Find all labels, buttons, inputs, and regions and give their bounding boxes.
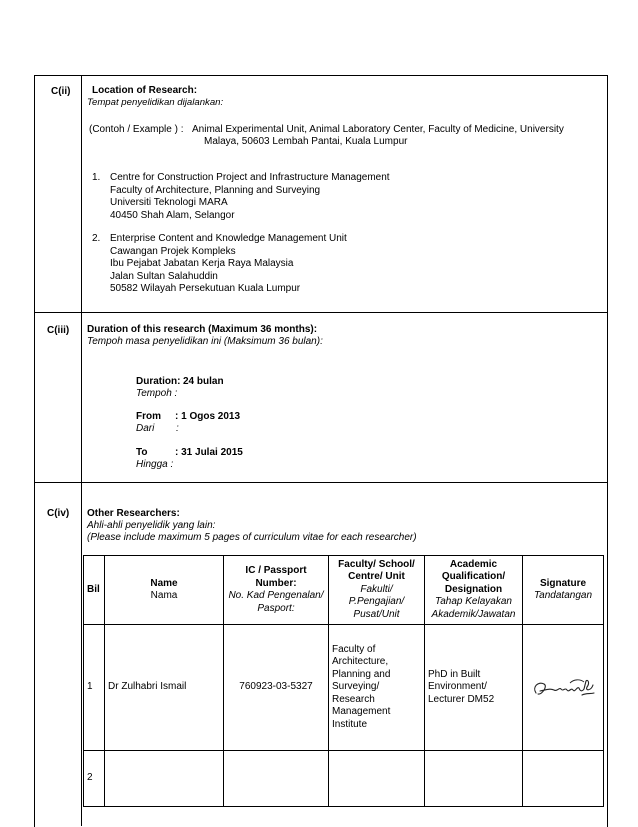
header-text: IC / Passport: [245, 565, 307, 576]
researchers-note: (Please include maximum 5 pages of curriculum vitae for each researcher): [87, 532, 417, 543]
cell-signature: [523, 751, 604, 807]
cell-signature: [523, 625, 604, 751]
header-text: Name: [150, 577, 178, 589]
header-text: Academic: [449, 558, 498, 570]
location-line: Centre for Construction Project and Infrastructure Management: [110, 172, 390, 183]
faculty-line: Research: [332, 693, 375, 705]
header-faculty: [329, 556, 425, 625]
header-bil: Bil: [84, 556, 105, 625]
duration-subtitle: Tempoh masa penyelidikan ini (Maksimum 36 bulan):: [87, 336, 323, 347]
location-subtitle: Tempat penyelidikan dijalankan:: [87, 97, 224, 108]
header-text: Number:: [255, 577, 297, 589]
handwritten-signature: [530, 673, 596, 703]
location-title: Location of Research:: [92, 85, 198, 96]
location-number: 1.: [92, 172, 101, 183]
header-text: Qualification/: [441, 571, 506, 583]
header-text: Signature: [539, 577, 587, 589]
location-line: Faculty of Architecture, Planning and Surveying: [110, 184, 321, 196]
section-divider: [34, 312, 607, 313]
header-ic: [224, 556, 329, 625]
column-divider: [81, 75, 82, 826]
faculty-line: Faculty of: [332, 643, 376, 655]
to-value: : 31 Julai 2015: [175, 447, 243, 458]
cell-academic: [425, 625, 523, 751]
from-label: From: [136, 411, 161, 422]
example-prefix: (Contoh / Example ) :: [89, 124, 184, 135]
header-academic: [425, 556, 523, 625]
header-text-ms: Nama: [150, 590, 178, 601]
location-line: Jalan Sultan Salahuddin: [110, 270, 218, 282]
location-line: Cawangan Projek Kompleks: [110, 245, 236, 257]
duration-label: Duration:: [136, 376, 181, 387]
faculty-line: Planning and: [332, 668, 391, 680]
cell-name: [105, 751, 224, 807]
researchers-title: Other Researchers:: [87, 508, 180, 519]
duration-label-ms: Tempoh :: [136, 388, 178, 399]
faculty-line: Institute: [332, 718, 368, 730]
header-text-ms: P.Pengajian/: [348, 596, 405, 608]
cell-name: Dr Zulhabri Ismail: [105, 625, 224, 751]
section-divider: [34, 482, 607, 483]
header-text-ms: No. Kad Pengenalan/: [228, 590, 324, 601]
faculty-line: Architecture,: [332, 656, 389, 668]
faculty-line: Surveying/: [332, 681, 380, 693]
to-label-ms: Hingga :: [136, 459, 174, 470]
cell-bil: 2: [84, 751, 105, 807]
header-text-ms: Fakulti/: [360, 583, 393, 595]
cell-faculty: [329, 751, 425, 807]
header-name: [105, 556, 224, 625]
table-row: [84, 751, 604, 807]
header-text: Designation: [444, 583, 503, 595]
section-label-c4: C(iv): [47, 508, 70, 519]
from-label-ms: Dari: [136, 423, 155, 434]
header-text-ms: Akademik/Jawatan: [431, 608, 516, 620]
header-text-ms: Tandatangan: [533, 590, 593, 601]
header-text-ms: Pusat/Unit: [353, 608, 400, 620]
location-number: 2.: [92, 233, 101, 244]
faculty-line: Management: [332, 706, 391, 718]
duration-value: 24 bulan: [183, 376, 224, 387]
cell-academic: [425, 751, 523, 807]
academic-line: PhD in Built: [428, 668, 481, 680]
cell-ic: 760923-03-5327: [224, 625, 329, 751]
table-row: [84, 625, 604, 751]
example-line-1: Animal Experimental Unit, Animal Laboratory Center, Faculty of Medicine, University: [192, 124, 564, 135]
researchers-table: [83, 555, 604, 807]
academic-line: Lecturer DM52: [428, 693, 495, 705]
location-2: [110, 233, 347, 296]
location-1: [110, 172, 390, 222]
example-line-2: Malaya, 50603 Lembah Pantai, Kuala Lumpur: [204, 136, 408, 147]
table-header-row: [84, 556, 604, 625]
cell-bil: 1: [84, 625, 105, 751]
section-label-c2: C(ii): [51, 86, 71, 97]
location-line: 50582 Wilayah Persekutuan Kuala Lumpur: [110, 283, 301, 294]
location-line: Ibu Pejabat Jabatan Kerja Raya Malaysia: [110, 258, 294, 269]
location-line: 40450 Shah Alam, Selangor: [110, 209, 235, 221]
header-signature: [523, 556, 604, 625]
header-text: Centre/ Unit: [348, 571, 405, 583]
location-line: Enterprise Content and Knowledge Management Unit: [110, 233, 347, 244]
to-label: To: [136, 447, 148, 458]
researchers-subtitle: Ahli-ahli penyelidik yang lain:: [87, 520, 216, 531]
section-label-c3: C(iii): [47, 325, 70, 336]
cell-faculty: [329, 625, 425, 751]
from-value: : 1 Ogos 2013: [175, 411, 241, 422]
header-text: Faculty/ School/: [338, 558, 415, 570]
cell-ic: [224, 751, 329, 807]
header-text-ms: Pasport:: [257, 602, 295, 614]
location-line: Universiti Teknologi MARA: [110, 197, 228, 208]
academic-line: Environment/: [428, 681, 487, 693]
header-text-ms: Tahap Kelayakan: [435, 596, 512, 608]
from-colon-ms: :: [176, 423, 179, 434]
duration-title: Duration of this research (Maximum 36 months):: [87, 324, 318, 335]
